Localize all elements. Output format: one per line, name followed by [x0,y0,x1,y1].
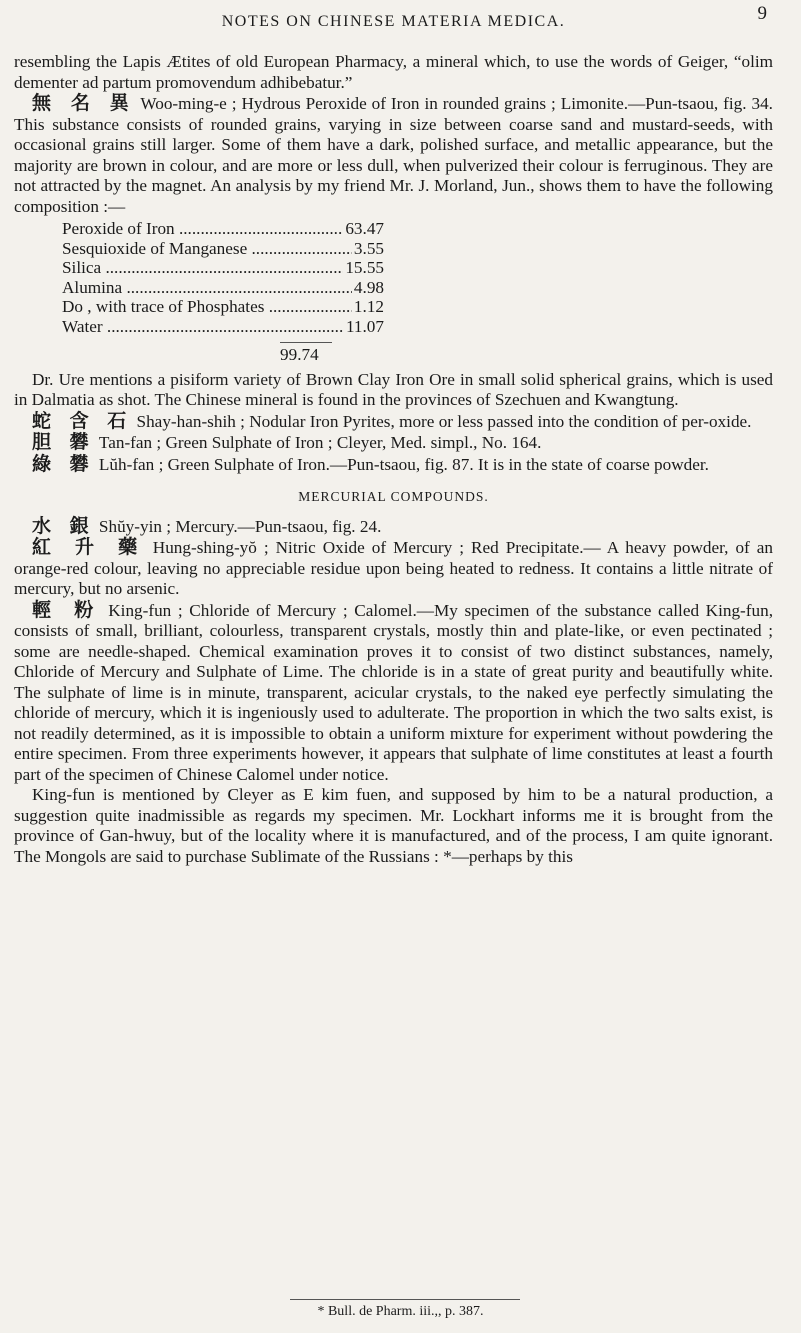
composition-row: Sesquioxide of Manganese ..... 3.55 [62,239,384,259]
chinese-characters: 綠 礬 [32,452,95,475]
composition-row: Alumina ..... 4.98 [62,278,384,298]
paragraph-ure: Dr. Ure mentions a pisiform variety of Brown Clay Iron Ore in small solid spherical grains, which is used in Dalmatia as shot. The Chinese mineral is found in the provinces of Szechuen and Kwangtung. [14,369,773,409]
entry-text: Tan-fan ; Green Sulphate of Iron ; Cleyer, Med. simpl., No. 164. [94,433,542,452]
entry-tan-fan [14,432,773,454]
entry-text: Woo-ming-e ; Hydrous Peroxide of Iron in rounded grains ; Limonite.—Pun-tsaou, fig. 34. This substance consists of rounded grains, varying in size between coarse sand and mustard-seeds, with occasional grains still larger. Some of them have a dark, polished surface, and metallic appearance, but the majority are brown in colour, and are more or less dull, when pulverized their colour is ferruginous. They are not attracted by the magnet. An analysis by my friend Mr. J. Morland, Jun., shows them to have the following composition :— [14,94,773,216]
entry-king-fun [14,600,773,786]
composition-row: Silica ..... 15.55 [62,258,384,278]
entry-shuy-yin [14,516,773,538]
entry-text: King-fun ; Chloride of Mercury ; Calomel.—My specimen of the substance called King-fun, consists of small, brilliant, colourless, transparent crystals, mostly thin and plate-like, or even pectinated ; some are needle-shaped. Chemical examination proves it to consist of two distinct substances, namely, Chloride of Mercury and Sulphate of Lime. The chloride is in a state of great purity and beautifully white. The sulphate of lime is in minute, transparent, acicular crystals, to the naked eye perfectly simulating the chloride of mercury, which it is ingeniously used to adulterate. The proportion in which the two salts exist, is not readily determined, as it is impossible to obtain a uniform mixture for experiment without powdering the entire specimen. From three experiments however, it appears that sulphate of lime constitutes at least a fourth part of the specimen of Chinese Calomel under notice. [14,600,773,784]
paragraph-king-fun: King-fun is mentioned by Cleyer as E kim fuen, and supposed by him to be a natural production, a suggestion quite inadmissible as regards my specimen. Mr. Lockhart informs me it is brought from the province of Gan-hwuy, but of the locality where it is manufactured, and of the process, I am quite ignorant. The Mongols are said to purchase Sublimate of the Russians : *—perhaps by this [14,785,773,866]
entry-shay-han-shih [14,411,773,433]
chinese-characters: 紅 升 藥 [32,536,146,558]
entry-luh-fan [14,454,773,476]
paragraph-lapis: resembling the Lapis Ætites of old European Pharmacy, a mineral which, to use the words of Geiger, “olim dementer ad partum promovendum adhibebatur.” [14,52,773,92]
chinese-characters: 無 名 異 [32,92,136,114]
running-title: NOTES ON CHINESE MATERIA MEDICA. [221,13,566,30]
section-heading: MERCURIAL COMPOUNDS. [298,489,489,504]
composition-row: Water ..... 11.07 [62,317,384,337]
composition-total: 99.74 [280,342,332,366]
footnote: * Bull. de Pharm. iii.,, p. 387. [317,1304,484,1319]
footnote-rule [290,1299,520,1300]
composition-row: Do , with trace of Phosphates ..... 1.12 [62,297,384,317]
chinese-characters: 輕 粉 [32,598,102,621]
entry-text: Hung-shing-yŏ ; Nitric Oxide of Mercury ; Red Precipitate.— A heavy powder, of an orange-red colour, leaving no appreciable residue upon being heated to redness. It contains a little nitrate of mercury, but no arsenic. [14,538,773,598]
page-number: 9 [757,3,767,24]
entry-text: Shŭy-yin ; Mercury.—Pun-tsaou, fig. 24. [94,516,382,536]
entry-hung-shing-yo [14,537,773,600]
entry-text: Shay-han-shih ; Nodular Iron Pyrites, more or less passed into the condition of per-oxide. [132,411,752,431]
composition-row: Peroxide of Iron ..... 63.47 [62,219,384,239]
entry-text: Lŭh-fan ; Green Sulphate of Iron.—Pun-tsaou, fig. 87. It is in the state of coarse powder. [94,454,709,474]
entry-woo-ming-e [14,93,773,217]
chinese-characters: 水 銀 [32,514,95,537]
chinese-characters: 胆 礬 [32,431,95,453]
chinese-characters: 蛇 含 石 [32,409,133,432]
running-header [14,0,773,52]
composition-table [62,219,384,336]
